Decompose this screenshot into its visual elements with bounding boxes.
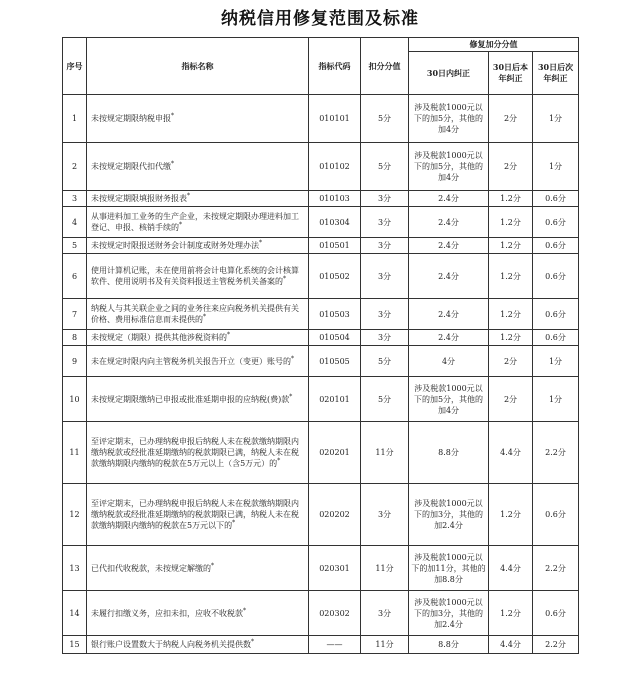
row-number [63, 330, 87, 346]
indicator-name-text: 未按规定期限纳税申报 [91, 114, 171, 123]
row-number-text: 14 [69, 608, 80, 618]
indicator-name-text: 纳税人与其关联企业之间的业务往来应向税务机关提供有关价格、费用标准信息而未提供的 [91, 304, 299, 324]
asterisk-mark: * [283, 275, 286, 283]
deduction-score [361, 377, 409, 422]
after-30-days-this-year-score-text: 4.4分 [500, 563, 521, 573]
row-number [63, 377, 87, 422]
deduction-score [361, 254, 409, 299]
within-30-days-score-text: 8.8分 [438, 640, 459, 649]
row-number-text: 10 [69, 394, 80, 404]
within-30-days-score-text: 2.4分 [438, 241, 459, 250]
indicator-name-text: 未按规定（期限）提供其他涉税资料的 [91, 333, 227, 342]
after-30-days-next-year-score-text: 0.6分 [545, 309, 566, 319]
indicator-name [87, 330, 309, 346]
row-number [63, 591, 87, 636]
indicator-code [309, 95, 361, 143]
after-30-days-this-year-score-text: 2分 [503, 394, 518, 404]
after-30-days-this-year-score [489, 254, 533, 299]
indicator-code-text: 010502 [319, 271, 350, 281]
indicator-name-text: 已代扣代收税款，未按规定解缴的 [91, 563, 211, 573]
row-number-text: 4 [71, 217, 78, 227]
indicator-code-text: 020301 [319, 563, 350, 573]
deduction-score-text: 11分 [375, 640, 394, 649]
indicator-name [87, 299, 309, 330]
deduction-score [361, 546, 409, 591]
within-30-days-score-text: 涉及税款1000元以下的加5分，其他的加4分 [413, 103, 484, 134]
within-30-days-score [409, 191, 489, 207]
after-30-days-next-year-score-text: 0.6分 [545, 271, 566, 281]
after-30-days-this-year-score [489, 95, 533, 143]
row-number-text: 1 [71, 114, 78, 123]
repair-standards-table [62, 37, 579, 654]
after-30-days-this-year-score-text: 1.2分 [500, 217, 521, 227]
within-30-days-score-text: 2.4分 [438, 194, 459, 203]
indicator-name-text: 未按规定期限代扣代缴 [91, 162, 171, 171]
after-30-days-next-year-score [533, 191, 579, 207]
row-number [63, 207, 87, 238]
within-30-days-score [409, 591, 489, 636]
row-number-text: 2 [71, 162, 78, 171]
indicator-code-text: 010505 [319, 356, 350, 366]
deduction-score-text: 3分 [377, 608, 392, 618]
indicator-code-text: —— [326, 640, 343, 649]
indicator-name-text: 未按规定期限填报财务报表 [91, 194, 187, 203]
indicator-name [87, 191, 309, 207]
row-number [63, 95, 87, 143]
within-30-days-score-text: 2.4分 [438, 309, 459, 319]
table-row [63, 377, 579, 422]
after-30-days-this-year-score-text: 1.2分 [500, 309, 521, 319]
indicator-code-text: 010501 [319, 241, 350, 250]
header-name: 指标名称 [87, 38, 309, 95]
table-row [63, 591, 579, 636]
within-30-days-score [409, 254, 489, 299]
after-30-days-next-year-score-text: 0.6分 [545, 217, 566, 227]
after-30-days-next-year-score [533, 591, 579, 636]
row-number [63, 299, 87, 330]
row-number-text: 6 [71, 271, 78, 281]
table-row [63, 346, 579, 377]
asterisk-mark: * [243, 606, 246, 614]
within-30-days-score-text: 2.4分 [438, 333, 459, 342]
within-30-days-score-text: 涉及税款1000元以下的加3分，其他的加2.4分 [413, 597, 484, 629]
after-30-days-next-year-score-text: 1分 [548, 356, 563, 366]
deduction-score [361, 346, 409, 377]
indicator-name-text: 使用计算机记账，未在使用前将会计电算化系统的会计核算软件、使用说明书及有关资料报送主管税务机关备案的 [91, 266, 299, 286]
header-after30-year: 30日后本年纠正 [489, 52, 533, 95]
deduction-score-text: 3分 [377, 271, 392, 281]
deduction-score [361, 191, 409, 207]
table-row [63, 191, 579, 207]
row-number [63, 191, 87, 207]
indicator-code [309, 636, 361, 654]
asterisk-mark: * [179, 221, 182, 229]
asterisk-mark: * [232, 519, 236, 527]
after-30-days-next-year-score [533, 254, 579, 299]
indicator-name-text: 至评定期末，已办理纳税申报后纳税人未在税款缴纳期限内缴纳税款或经批准延期缴纳的税款期限已满，纳税人未在税款缴纳期限内缴纳的税款在5万元以上（含5万元）的 [91, 437, 299, 468]
indicator-code-text: 020202 [319, 510, 350, 519]
indicator-name [87, 636, 309, 654]
indicator-name [87, 546, 309, 591]
within-30-days-score [409, 143, 489, 191]
table-row [63, 546, 579, 591]
after-30-days-next-year-score [533, 346, 579, 377]
page-title: 纳税信用修复范围及标准 [221, 9, 419, 29]
after-30-days-this-year-score [489, 591, 533, 636]
after-30-days-this-year-score [489, 346, 533, 377]
indicator-code [309, 546, 361, 591]
indicator-name-text: 至评定期末，已办理纳税申报后纳税人未在税款缴纳期限内缴纳税款或经批准延期缴纳的税款期限已满，纳税人未在税款缴纳期限内缴纳的税款在5万元以下的 [91, 499, 299, 530]
within-30-days-score [409, 238, 489, 254]
indicator-code [309, 330, 361, 346]
within-30-days-score-text: 涉及税款1000元以下的加5分，其他的加4分 [413, 383, 484, 415]
after-30-days-this-year-score [489, 377, 533, 422]
within-30-days-score-text: 2.4分 [438, 217, 459, 227]
after-30-days-next-year-score [533, 238, 579, 254]
within-30-days-score [409, 207, 489, 238]
indicator-code [309, 422, 361, 484]
after-30-days-this-year-score [489, 143, 533, 191]
deduction-score [361, 238, 409, 254]
asterisk-mark: * [171, 112, 174, 120]
table-row [63, 95, 579, 143]
indicator-code-text: 010101 [319, 114, 350, 123]
indicator-code [309, 484, 361, 546]
indicator-code [309, 238, 361, 254]
indicator-name [87, 143, 309, 191]
deduction-score [361, 95, 409, 143]
within-30-days-score [409, 422, 489, 484]
table-row [63, 143, 579, 191]
indicator-name [87, 346, 309, 377]
after-30-days-next-year-score [533, 636, 579, 654]
deduction-score [361, 299, 409, 330]
indicator-name-text: 银行账户设置数大于纳税人向税务机关提供数 [91, 640, 251, 649]
deduction-score-text: 11分 [375, 448, 394, 457]
header-score: 扣分分值 [361, 38, 409, 95]
within-30-days-score-text: 涉及税款1000元以下的加11分，其他的加8.8分 [411, 552, 486, 584]
asterisk-mark: * [259, 239, 262, 247]
deduction-score-text: 5分 [377, 162, 392, 171]
row-number-text: 12 [69, 510, 80, 519]
asterisk-mark: * [277, 457, 281, 465]
table-row [63, 207, 579, 238]
after-30-days-this-year-score [489, 484, 533, 546]
indicator-name [87, 95, 309, 143]
within-30-days-score [409, 299, 489, 330]
after-30-days-this-year-score [489, 191, 533, 207]
deduction-score-text: 3分 [377, 194, 392, 203]
asterisk-mark: * [171, 160, 174, 168]
asterisk-mark: * [289, 392, 293, 400]
after-30-days-this-year-score [489, 636, 533, 654]
row-number-text: 3 [71, 194, 78, 203]
within-30-days-score [409, 377, 489, 422]
table-row [63, 330, 579, 346]
indicator-name [87, 591, 309, 636]
indicator-name-text: 未按规定时限报送财务会计制度或财务处理办法 [91, 241, 259, 250]
indicator-code-text: 020201 [319, 448, 350, 457]
deduction-score-text: 5分 [377, 356, 392, 366]
after-30-days-this-year-score [489, 207, 533, 238]
asterisk-mark: * [251, 638, 254, 646]
after-30-days-next-year-score-text: 1分 [548, 162, 563, 171]
row-number-text: 5 [71, 241, 78, 250]
deduction-score [361, 330, 409, 346]
after-30-days-next-year-score-text: 2.2分 [545, 448, 566, 457]
after-30-days-next-year-score [533, 330, 579, 346]
after-30-days-next-year-score [533, 143, 579, 191]
indicator-name-text: 未按规定期限缴纳已申报或批准延期申报的应纳税(费)款 [91, 394, 290, 404]
after-30-days-next-year-score-text: 1分 [548, 114, 563, 123]
deduction-score [361, 422, 409, 484]
row-number-text: 13 [69, 563, 80, 573]
after-30-days-next-year-score [533, 95, 579, 143]
deduction-score-text: 3分 [377, 309, 392, 319]
after-30-days-this-year-score-text: 4.4分 [500, 640, 521, 649]
after-30-days-next-year-score [533, 422, 579, 484]
after-30-days-next-year-score-text: 0.6分 [545, 608, 566, 618]
table-row [63, 636, 579, 654]
header-seq: 序号 [63, 38, 87, 95]
indicator-name [87, 377, 309, 422]
within-30-days-score-text: 4分 [441, 356, 456, 366]
indicator-code-text: 010503 [319, 309, 350, 319]
header-within30: 30日内纠正 [409, 52, 489, 95]
after-30-days-this-year-score [489, 330, 533, 346]
within-30-days-score [409, 95, 489, 143]
after-30-days-next-year-score-text: 1分 [548, 394, 563, 404]
row-number [63, 484, 87, 546]
row-number [63, 143, 87, 191]
indicator-name-text: 未在规定时限内向主管税务机关报告开立（变更）账号的 [91, 356, 291, 366]
deduction-score-text: 3分 [377, 510, 392, 519]
row-number-text: 15 [69, 640, 80, 649]
indicator-code-text: 020302 [319, 608, 350, 618]
deduction-score [361, 484, 409, 546]
header-after30-next: 30日后次年纠正 [533, 52, 579, 95]
row-number [63, 546, 87, 591]
after-30-days-next-year-score [533, 207, 579, 238]
within-30-days-score-text: 涉及税款1000元以下的加3分，其他的加2.4分 [413, 499, 484, 530]
asterisk-mark: * [227, 331, 230, 339]
deduction-score-text: 3分 [377, 241, 392, 250]
within-30-days-score [409, 636, 489, 654]
after-30-days-this-year-score-text: 1.2分 [500, 333, 521, 342]
after-30-days-next-year-score-text: 2.2分 [545, 640, 566, 649]
after-30-days-this-year-score-text: 2分 [503, 162, 518, 171]
indicator-code [309, 299, 361, 330]
indicator-code [309, 143, 361, 191]
after-30-days-this-year-score-text: 4.4分 [500, 448, 521, 457]
row-number [63, 346, 87, 377]
deduction-score [361, 591, 409, 636]
after-30-days-this-year-score [489, 299, 533, 330]
table-row [63, 299, 579, 330]
indicator-code [309, 591, 361, 636]
indicator-code-text: 020101 [319, 394, 350, 404]
after-30-days-this-year-score-text: 1.2分 [500, 271, 521, 281]
after-30-days-next-year-score-text: 0.6分 [545, 194, 566, 203]
header-repair: 修复加分分值 [409, 38, 579, 52]
after-30-days-this-year-score [489, 546, 533, 591]
deduction-score [361, 636, 409, 654]
row-number-text: 9 [71, 356, 78, 366]
indicator-name-text: 未履行扣缴义务，应扣未扣，应收不收税款 [91, 608, 243, 618]
after-30-days-next-year-score-text: 0.6分 [545, 510, 566, 519]
header-code: 指标代码 [309, 38, 361, 95]
within-30-days-score [409, 346, 489, 377]
indicator-code-text: 010103 [319, 194, 350, 203]
after-30-days-this-year-score-text: 2分 [503, 356, 518, 366]
indicator-code [309, 254, 361, 299]
row-number [63, 254, 87, 299]
within-30-days-score [409, 484, 489, 546]
asterisk-mark: * [203, 313, 206, 321]
after-30-days-this-year-score-text: 1.2分 [500, 241, 521, 250]
indicator-name [87, 484, 309, 546]
indicator-code-text: 010102 [319, 162, 350, 171]
deduction-score-text: 5分 [377, 114, 392, 123]
within-30-days-score [409, 330, 489, 346]
within-30-days-score [409, 546, 489, 591]
indicator-name [87, 422, 309, 484]
table-row [63, 484, 579, 546]
table-row [63, 254, 579, 299]
indicator-code-text: 010504 [319, 333, 350, 342]
within-30-days-score-text: 8.8分 [438, 448, 459, 457]
deduction-score-text: 3分 [377, 217, 392, 227]
after-30-days-next-year-score [533, 484, 579, 546]
indicator-code [309, 377, 361, 422]
after-30-days-next-year-score-text: 2.2分 [545, 563, 566, 573]
after-30-days-next-year-score [533, 377, 579, 422]
asterisk-mark: * [211, 561, 214, 569]
after-30-days-this-year-score-text: 2分 [503, 114, 518, 123]
after-30-days-next-year-score [533, 546, 579, 591]
indicator-code [309, 207, 361, 238]
indicator-code-text: 010304 [319, 217, 350, 227]
indicator-code [309, 191, 361, 207]
after-30-days-this-year-score [489, 238, 533, 254]
row-number [63, 238, 87, 254]
indicator-name [87, 254, 309, 299]
after-30-days-this-year-score-text: 1.2分 [500, 608, 521, 618]
within-30-days-score-text: 涉及税款1000元以下的加5分，其他的加4分 [413, 151, 484, 182]
after-30-days-next-year-score [533, 299, 579, 330]
row-number [63, 422, 87, 484]
indicator-name [87, 207, 309, 238]
after-30-days-this-year-score-text: 1.2分 [500, 510, 521, 519]
row-number-text: 8 [71, 333, 78, 342]
asterisk-mark: * [187, 192, 190, 200]
deduction-score [361, 143, 409, 191]
after-30-days-this-year-score [489, 422, 533, 484]
row-number-text: 11 [69, 448, 80, 457]
indicator-name [87, 238, 309, 254]
after-30-days-this-year-score-text: 1.2分 [500, 194, 521, 203]
indicator-code [309, 346, 361, 377]
after-30-days-next-year-score-text: 0.6分 [545, 241, 566, 250]
deduction-score [361, 207, 409, 238]
deduction-score-text: 11分 [375, 563, 394, 573]
within-30-days-score-text: 2.4分 [438, 271, 459, 281]
deduction-score-text: 5分 [377, 394, 392, 404]
after-30-days-next-year-score-text: 0.6分 [545, 333, 566, 342]
row-number [63, 636, 87, 654]
asterisk-mark: * [291, 354, 294, 362]
row-number-text: 7 [71, 309, 78, 319]
indicator-name-text: 从事进料加工业务的生产企业，未按规定期限办理进料加工登记、申报、核销手续的 [91, 212, 299, 232]
deduction-score-text: 3分 [377, 333, 392, 342]
table-row [63, 422, 579, 484]
table-row [63, 238, 579, 254]
